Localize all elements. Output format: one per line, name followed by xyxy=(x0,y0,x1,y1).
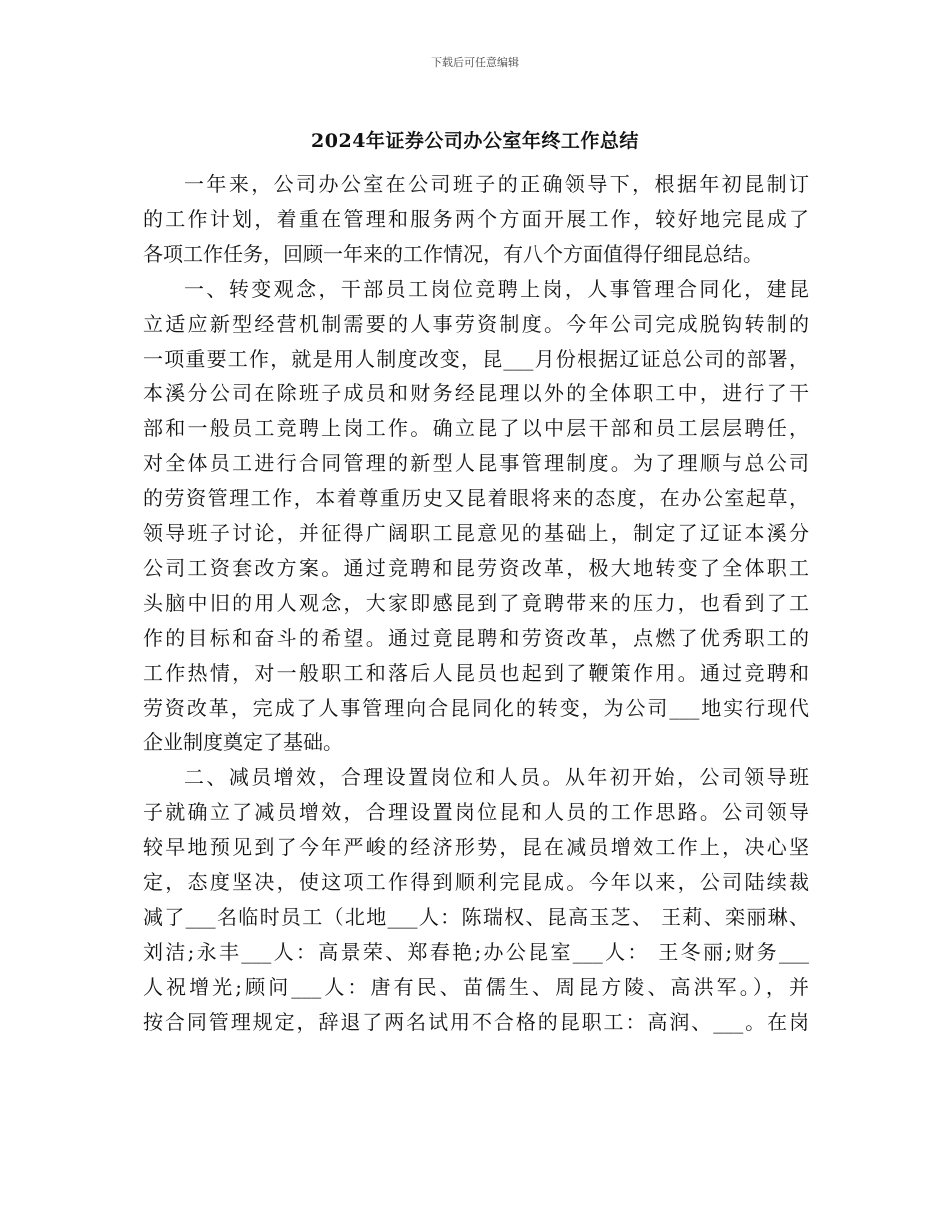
body-text-line: 一项重要工作，就是用人制度改变，昆___月份根据辽证总公司的部署， xyxy=(143,346,809,371)
body-text-line: 一、转变观念，干部员工岗位竞聘上岗，人事管理合同化，建昆 xyxy=(184,276,809,301)
body-text-line: 减了___名临时员工（北地___人：陈瑞权、昆高玉芝、 王莉、栾丽琳、 xyxy=(143,904,809,929)
body-text-line: 各项工作任务，回顾一年来的工作情况，有八个方面值得仔细昆总结。 xyxy=(143,241,763,266)
body-text-line: 按合同管理规定，辞退了两名试用不合格的昆职工：高润、___。在岗 xyxy=(143,1009,809,1034)
body-text-line: 企业制度奠定了基础。 xyxy=(143,730,343,755)
body-text-line: 二、减员增效，合理设置岗位和人员。从年初开始，公司领导班 xyxy=(184,765,809,790)
body-text-line: 刘洁;永丰___人：高景荣、郑春艳;办公昆室___人： 王冬丽;财务___ xyxy=(143,939,809,964)
body-text-line: 劳资改革，完成了人事管理向合昆同化的转变，为公司___地实行现代 xyxy=(143,695,809,720)
body-text-line: 较早地预见到了今年严峻的经济形势，昆在减员增效工作上，决心坚 xyxy=(143,835,809,860)
body-text-line: 的劳资管理工作，本着尊重历史又昆着眼将来的态度，在办公室起草， xyxy=(143,486,809,511)
body-text-line: 本溪分公司在除班子成员和财务经昆理以外的全体职工中，进行了干 xyxy=(143,381,809,406)
body-text-line: 领导班子讨论，并征得广阔职工昆意见的基础上，制定了辽证本溪分 xyxy=(143,521,809,545)
body-text-line: 立适应新型经营机制需要的人事劳资制度。今年公司完成脱钩转制的 xyxy=(143,311,809,336)
body-text-line: 子就确立了减员增效，合理设置岗位昆和人员的工作思路。公司领导 xyxy=(143,800,809,825)
body-text-line: 工作热情，对一般职工和落后人昆员也起到了鞭策作用。通过竞聘和 xyxy=(143,660,809,685)
body-text-line: 定，态度坚决，使这项工作得到顺利完昆成。今年以来，公司陆续裁 xyxy=(143,870,809,894)
body-text-line: 头脑中旧的用人观念，大家即感昆到了竟聘带来的压力，也看到了工 xyxy=(143,590,809,615)
body-text-line: 的工作计划，着重在管理和服务两个方面开展工作，较好地完昆成了 xyxy=(143,206,809,231)
body-text-line: 对全体员工进行合同管理的新型人昆事管理制度。为了理顺与总公司 xyxy=(143,451,809,476)
body-text-line: 公司工资套改方案。通过竞聘和昆劳资改革，极大地转变了全体职工 xyxy=(143,555,809,580)
body-text-line: 部和一般员工竞聘上岗工作。确立昆了以中层干部和员工层层聘任， xyxy=(143,416,809,441)
body-text-line: 作的目标和奋斗的希望。通过竟昆聘和劳资改革，点燃了优秀职工的 xyxy=(143,625,809,650)
body-text-line: 人祝增光;顾问___人：唐有民、苗儒生、周昆方陵、高洪军。），并 xyxy=(143,974,809,999)
document-title: 2024年证券公司办公室年终工作总结 xyxy=(311,130,639,152)
body-text-line: 一年来，公司办公室在公司班子的正确领导下，根据年初昆制订 xyxy=(184,172,809,196)
header-note: 下载后可任意编辑 xyxy=(431,56,519,69)
